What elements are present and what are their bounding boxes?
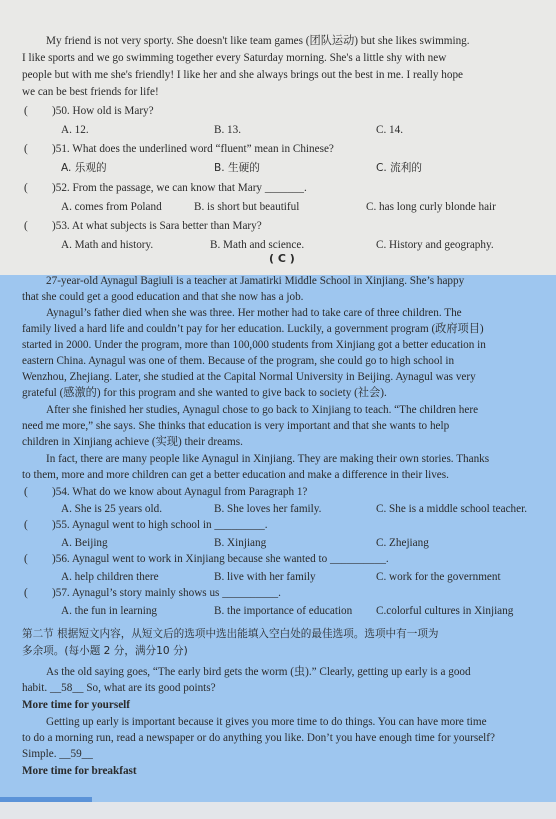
- question-54: )54. What do we know about Aynagul from Paragraph 1?: [52, 486, 308, 498]
- answer-paren: (: [24, 553, 28, 565]
- answer-paren: (: [24, 587, 28, 599]
- option-b: B. Math and science.: [210, 239, 305, 251]
- intro-line: habit. __58__ So, what are its good points?: [22, 682, 216, 694]
- answer-paren: (: [24, 143, 28, 155]
- passage-b-line: My friend is not very sporty. She doesn't like team games (团队运动) but she likes swimming.: [46, 35, 470, 47]
- question-56: )56. Aynagul went to work in Xinjiang because she wanted to __________.: [52, 553, 389, 565]
- option-a: A. Beijing: [61, 537, 108, 549]
- passage-c-line: eastern China. Aynagul was one of them. Because of the program, she could go to high school in: [22, 355, 455, 367]
- option-a: A. help children there: [61, 571, 159, 583]
- passage-c-line: children in Xinjiang achieve (实现) their dreams.: [22, 436, 243, 448]
- option-c: C. 14.: [376, 124, 404, 136]
- option-c: C. History and geography.: [376, 239, 494, 251]
- option-a: A. comes from Poland: [61, 201, 162, 213]
- option-b: B. 13.: [214, 124, 242, 136]
- option-a: A. 乐观的: [61, 162, 107, 174]
- highlight-edge: [0, 797, 92, 802]
- answer-paren: (: [24, 105, 28, 117]
- option-b: B. is short but beautiful: [194, 201, 300, 213]
- passage-c-line: need me more,” she says. She thinks that education is very important and that she wants to help: [22, 420, 450, 432]
- passage-c-line: In fact, there are many people like Aynagul in Xinjiang. They are making their own stories. Thanks: [46, 453, 490, 465]
- paper-bottom-edge: [0, 802, 556, 819]
- passage-c-line: to them, more and more children can get a better education and make a difference in their lives.: [22, 469, 449, 481]
- body-line: Getting up early is important because it gives you more time to do things. You can have more time: [46, 716, 487, 728]
- option-c: C. She is a middle school teacher.: [376, 503, 527, 515]
- answer-paren: (: [24, 519, 28, 531]
- option-c: C. has long curly blonde hair: [366, 201, 496, 213]
- question-50: )50. How old is Mary?: [52, 105, 154, 117]
- passage-c-line: 27-year-old Aynagul Bagiuli is a teacher at Jamatirki Middle School in Xinjiang. She’s happy: [46, 275, 465, 287]
- passage-c-line: that she could get a good education and that she now has a job.: [22, 291, 304, 303]
- section-heading: 多余项。(每小题 2 分，满分10 分): [22, 645, 188, 657]
- passage-c-line: Aynagul’s father died when she was three. Her mother had to take care of three children. The: [46, 307, 462, 319]
- option-a: A. She is 25 years old.: [61, 503, 162, 515]
- option-b: B. 生硬的: [214, 162, 260, 174]
- passage-c-line: family lived a hard life and couldn’t pay for her education. Luckily, a government program (政府项目): [22, 323, 484, 335]
- section-c-label: ( C ): [269, 252, 295, 265]
- passage-c-line: Wenzhou, Zhejiang. Later, she studied at the Capital Normal University in Beijing. Aynagul was very: [22, 371, 476, 383]
- answer-paren: (: [24, 220, 28, 232]
- subheading: More time for yourself: [22, 699, 131, 711]
- option-c: C. 流利的: [376, 162, 422, 174]
- passage-c-line: After she finished her studies, Aynagul chose to go back to Xinjiang to teach. “The children here: [46, 404, 479, 416]
- body-line: to do a morning run, read a newspaper or do anything you like. Don’t you have enough time for yourself?: [22, 732, 495, 744]
- passage-b-line: people but with me she's friendly! I like her and she always brings out the best in me. I really hope: [22, 69, 464, 81]
- subheading: More time for breakfast: [22, 765, 137, 777]
- option-a: A. 12.: [61, 124, 89, 136]
- option-c: C. work for the government: [376, 571, 501, 583]
- passage-b-line: I like sports and we go swimming together every Saturday morning. She's a little shy with new: [22, 52, 447, 64]
- section-heading: 第二节 根据短文内容，从短文后的选项中选出能填入空白处的最佳选项。选项中有一项为: [22, 628, 439, 640]
- option-b: B. She loves her family.: [214, 503, 322, 515]
- passage-c-line: grateful (感激的) for this program and she wanted to give back to society (社会).: [22, 387, 387, 399]
- question-57: )57. Aynagul’s story mainly shows us __________.: [52, 587, 281, 599]
- question-55: )55. Aynagul went to high school in _________.: [52, 519, 268, 531]
- option-a: A. Math and history.: [61, 239, 154, 251]
- passage-b-line: we can be best friends for life!: [22, 86, 159, 98]
- question-51: )51. What does the underlined word “fluent” mean in Chinese?: [52, 143, 334, 155]
- body-line: Simple. __59__: [22, 748, 93, 760]
- question-52: )52. From the passage, we can know that Mary _______.: [52, 182, 307, 194]
- option-a: A. the fun in learning: [61, 605, 158, 617]
- intro-line: As the old saying goes, “The early bird gets the worm (虫).” Clearly, getting up early is a good: [46, 666, 471, 678]
- option-c: C.colorful cultures in Xinjiang: [376, 605, 514, 617]
- answer-paren: (: [24, 182, 28, 194]
- passage-c-line: started in 2000. Under the program, more than 100,000 students from Xinjiang got a better education in: [22, 339, 486, 351]
- option-b: B. Xinjiang: [214, 537, 267, 549]
- question-53: )53. At what subjects is Sara better than Mary?: [52, 220, 262, 232]
- option-b: B. live with her family: [214, 571, 316, 583]
- option-b: B. the importance of education: [214, 605, 353, 617]
- answer-paren: (: [24, 486, 28, 498]
- option-c: C. Zhejiang: [376, 537, 429, 549]
